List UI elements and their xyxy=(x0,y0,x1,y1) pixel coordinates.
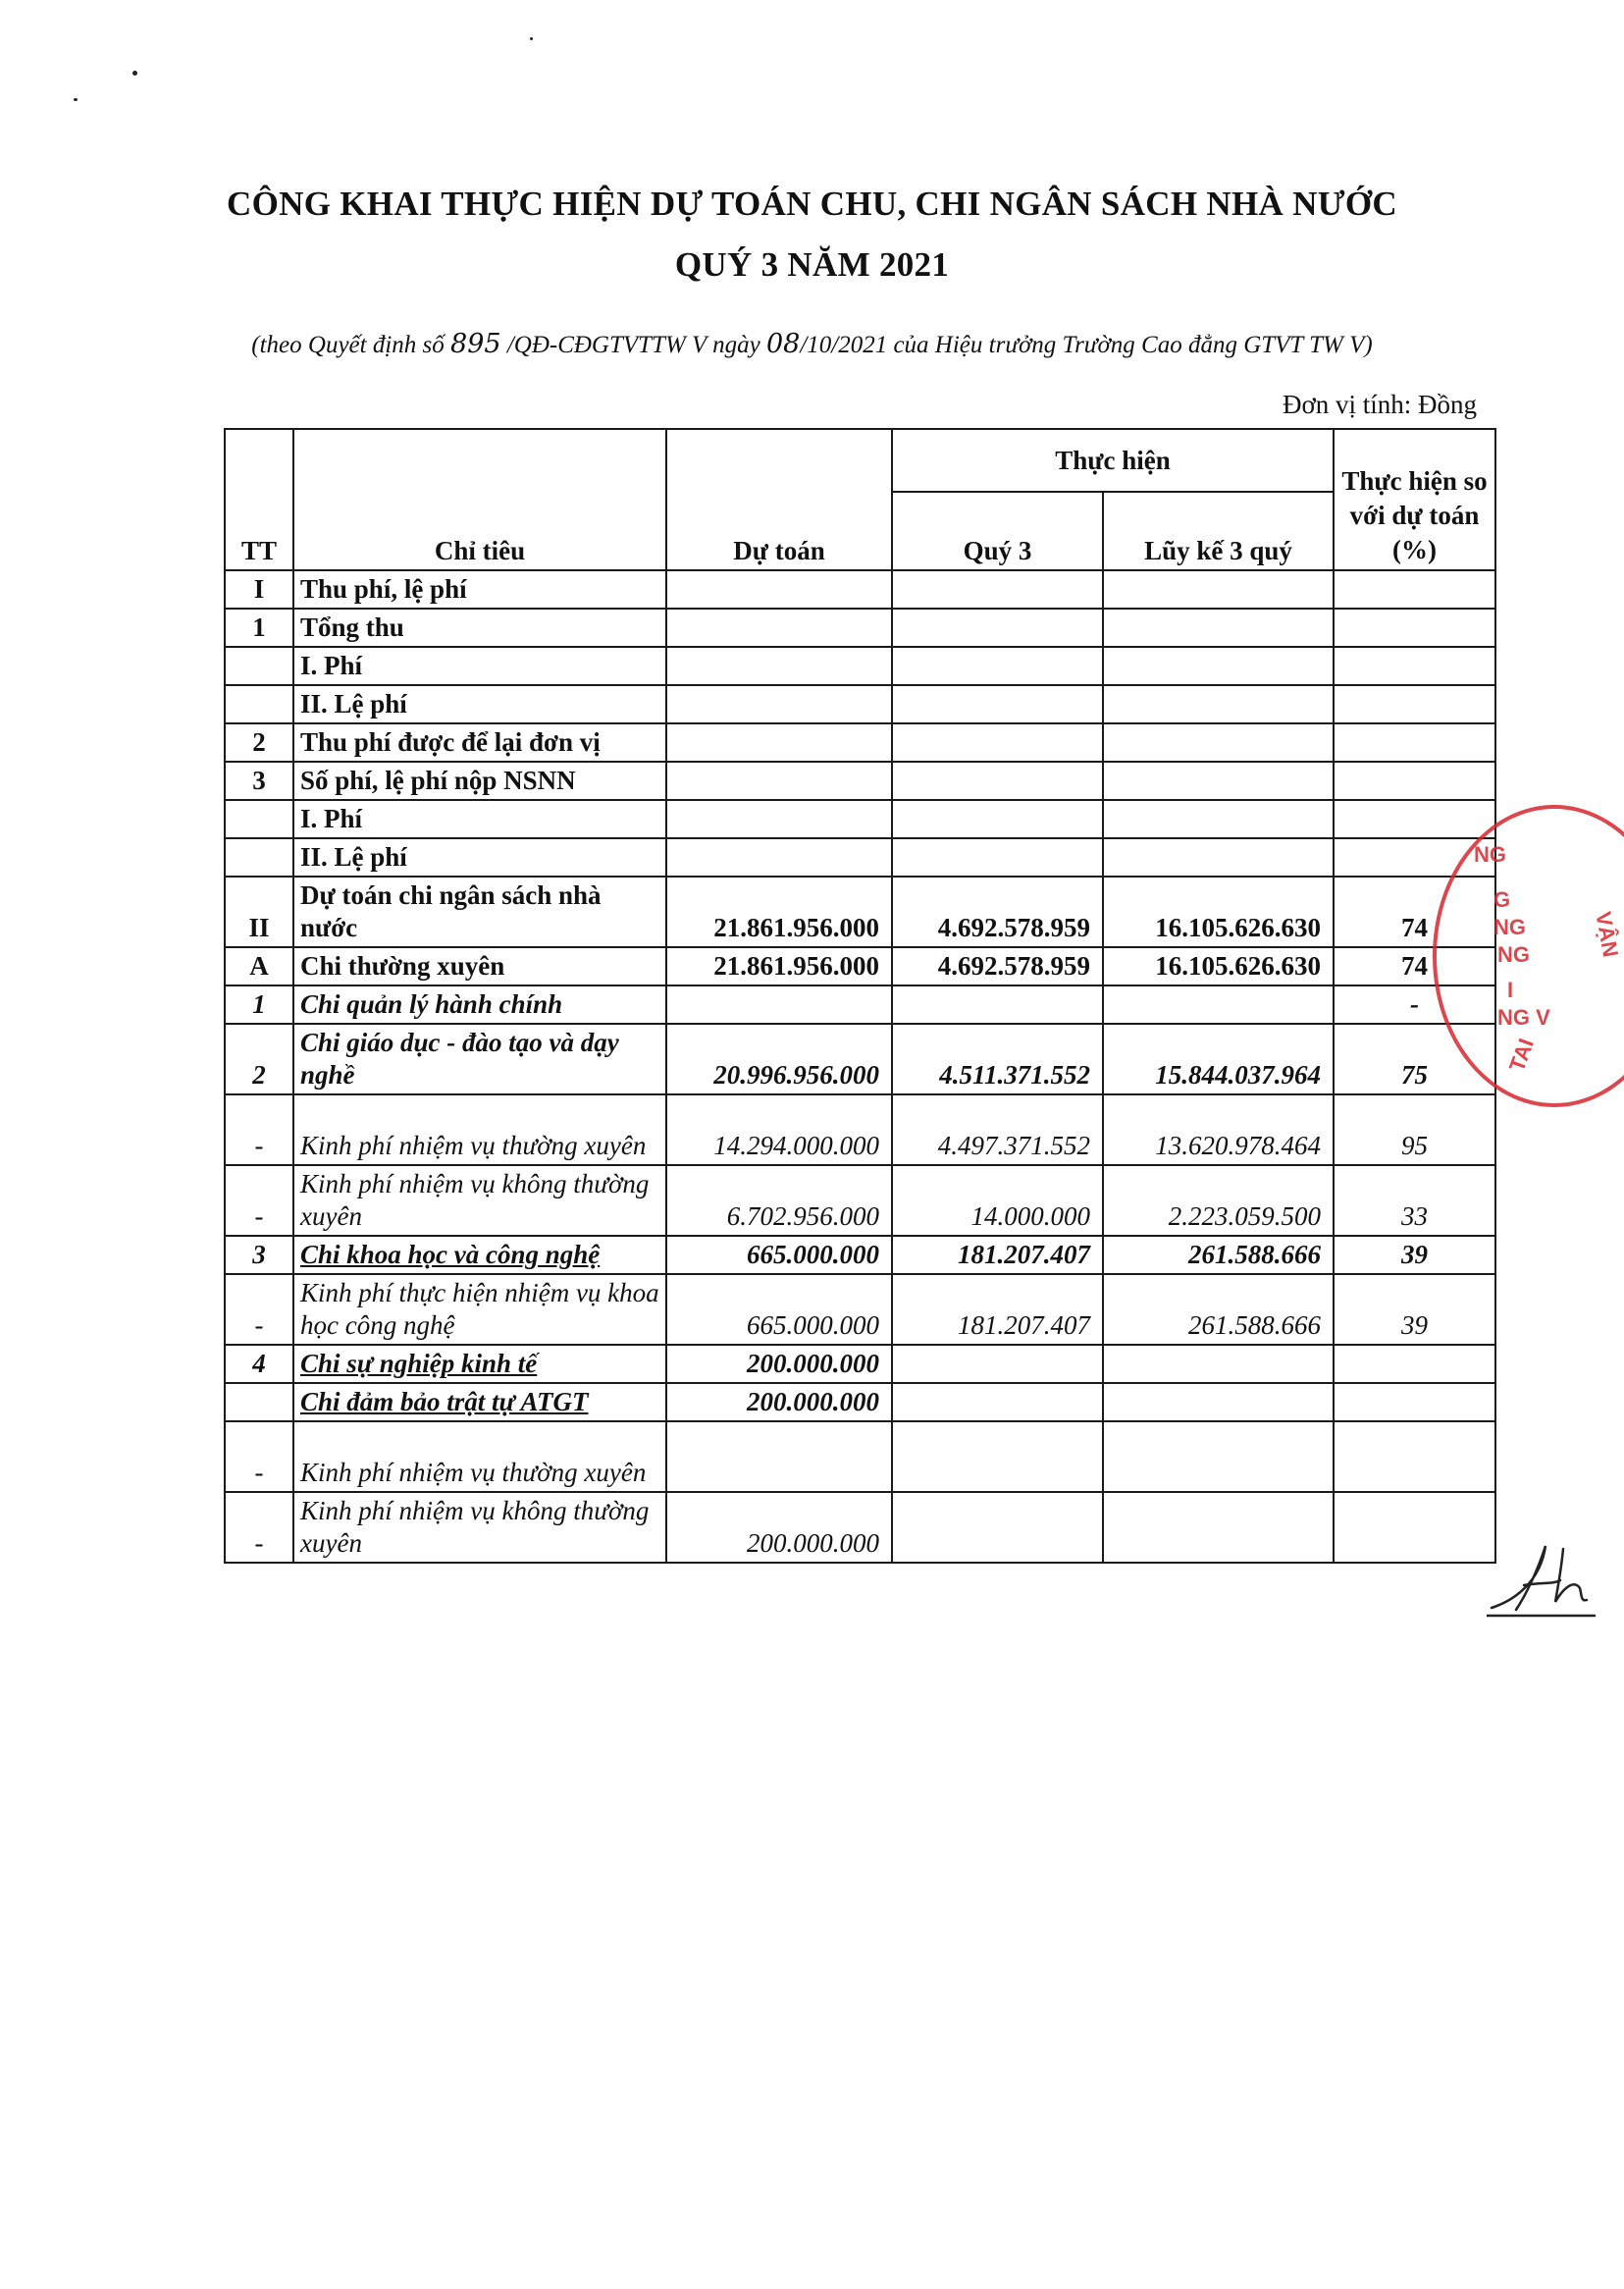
row-pct-cell xyxy=(1334,1383,1495,1421)
row-ytd-cell: 13.620.978.464 xyxy=(1103,1094,1334,1165)
row-estimate-cell xyxy=(666,609,892,647)
table-row xyxy=(225,985,1495,1024)
row-tt-cell xyxy=(225,685,293,723)
row-ytd-cell: 15.844.037.964 xyxy=(1103,1024,1334,1094)
budget-table xyxy=(224,428,1496,1564)
currency-unit: Đơn vị tính: Đồng xyxy=(1282,390,1477,419)
table-row xyxy=(225,723,1495,762)
row-tt-cell: - xyxy=(225,1421,293,1492)
row-q3-cell xyxy=(892,685,1103,723)
row-pct-cell: 95 xyxy=(1334,1094,1495,1165)
row-q3-cell: 4.692.578.959 xyxy=(892,877,1103,947)
header-tt: TT xyxy=(225,429,293,570)
row-estimate-cell xyxy=(666,838,892,877)
table-row xyxy=(225,877,1495,947)
stamp-text: VẬN xyxy=(1591,909,1624,959)
row-tt-cell: 2 xyxy=(225,723,293,762)
subtitle-mid: /QĐ-CĐGTVTTW V ngày xyxy=(500,332,766,358)
row-ytd-cell xyxy=(1103,985,1334,1024)
row-tt-cell: - xyxy=(225,1094,293,1165)
row-estimate-cell xyxy=(666,1421,892,1492)
row-item-cell: Thu phí, lệ phí xyxy=(293,570,666,609)
row-q3-cell xyxy=(892,838,1103,877)
row-q3-cell xyxy=(892,1492,1103,1563)
row-ytd-cell: 16.105.626.630 xyxy=(1103,877,1334,947)
table-row xyxy=(225,1165,1495,1236)
row-tt-cell: 3 xyxy=(225,1236,293,1274)
table-row xyxy=(225,647,1495,685)
row-ytd-cell xyxy=(1103,723,1334,762)
row-pct-cell: 39 xyxy=(1334,1274,1495,1345)
row-tt-cell: 3 xyxy=(225,762,293,800)
row-estimate-cell xyxy=(666,647,892,685)
row-estimate-cell xyxy=(666,762,892,800)
row-estimate-cell xyxy=(666,985,892,1024)
row-item-cell: Thu phí được để lại đơn vị xyxy=(293,723,666,762)
row-item-cell: Tổng thu xyxy=(293,609,666,647)
stamp-text: NG xyxy=(1493,915,1526,939)
row-q3-cell: 14.000.000 xyxy=(892,1165,1103,1236)
subtitle-prefix: (theo Quyết định số xyxy=(251,332,451,358)
row-pct-cell xyxy=(1334,800,1495,838)
row-pct-cell xyxy=(1334,609,1495,647)
row-ytd-cell xyxy=(1103,570,1334,609)
row-estimate-cell: 200.000.000 xyxy=(666,1492,892,1563)
row-estimate-cell: 6.702.956.000 xyxy=(666,1165,892,1236)
table-row xyxy=(225,1383,1495,1421)
stamp-text: NG xyxy=(1497,942,1530,967)
row-pct-cell xyxy=(1334,685,1495,723)
row-tt-cell: 4 xyxy=(225,1345,293,1383)
signature xyxy=(1487,1541,1604,1620)
row-tt-cell: - xyxy=(225,1165,293,1236)
scan-speck xyxy=(530,37,533,40)
scan-speck xyxy=(132,71,137,76)
row-item-cell: II. Lệ phí xyxy=(293,685,666,723)
header-pct: Thực hiện so với dự toán (%) xyxy=(1334,429,1495,570)
row-tt-cell xyxy=(225,647,293,685)
row-ytd-cell xyxy=(1103,1421,1334,1492)
row-pct-cell xyxy=(1334,1421,1495,1492)
row-tt-cell xyxy=(225,838,293,877)
row-q3-cell xyxy=(892,647,1103,685)
row-ytd-cell xyxy=(1103,838,1334,877)
header-ytd: Lũy kế 3 quý xyxy=(1103,492,1334,570)
stamp-text: I xyxy=(1507,978,1514,1002)
row-item-cell: Chi giáo dục - đào tạo và dạy nghề xyxy=(293,1024,666,1094)
row-q3-cell: 181.207.407 xyxy=(892,1274,1103,1345)
row-estimate-cell: 14.294.000.000 xyxy=(666,1094,892,1165)
row-estimate-cell: 665.000.000 xyxy=(666,1236,892,1274)
table-row xyxy=(225,1421,1495,1492)
row-tt-cell xyxy=(225,1383,293,1421)
decision-number-handwritten: 895 xyxy=(450,329,501,359)
table-row xyxy=(225,762,1495,800)
row-pct-cell: 74 xyxy=(1334,877,1495,947)
row-pct-cell xyxy=(1334,647,1495,685)
row-tt-cell: 1 xyxy=(225,985,293,1024)
document-title: CÔNG KHAI THỰC HIỆN DỰ TOÁN CHU, CHI NGÂN SÁCH NHÀ NƯỚC xyxy=(227,185,1397,223)
stamp-text: NG V xyxy=(1497,1005,1550,1030)
scan-speck xyxy=(74,98,78,101)
table-row xyxy=(225,1492,1495,1563)
row-item-cell: Chi thường xuyên xyxy=(293,947,666,985)
table-row xyxy=(225,570,1495,609)
row-q3-cell xyxy=(892,570,1103,609)
row-q3-cell xyxy=(892,1383,1103,1421)
header-q3: Quý 3 xyxy=(892,492,1103,570)
table-row xyxy=(225,1274,1495,1345)
table-row xyxy=(225,609,1495,647)
row-item-cell: II. Lệ phí xyxy=(293,838,666,877)
row-q3-cell: 4.511.371.552 xyxy=(892,1024,1103,1094)
row-item-cell: Kinh phí thực hiện nhiệm vụ khoa học công nghệ xyxy=(293,1274,666,1345)
document-title-period: QUÝ 3 NĂM 2021 xyxy=(674,245,950,284)
row-estimate-cell: 21.861.956.000 xyxy=(666,947,892,985)
row-pct-cell xyxy=(1334,1345,1495,1383)
row-item-cell: Chi quản lý hành chính xyxy=(293,985,666,1024)
row-estimate-cell xyxy=(666,570,892,609)
table-row xyxy=(225,800,1495,838)
row-item-cell: Chi đảm bảo trật tự ATGT xyxy=(293,1383,666,1421)
row-q3-cell xyxy=(892,1345,1103,1383)
header-estimate: Dự toán xyxy=(666,429,892,570)
row-ytd-cell xyxy=(1103,762,1334,800)
row-tt-cell: 1 xyxy=(225,609,293,647)
row-pct-cell xyxy=(1334,762,1495,800)
row-item-cell: Kinh phí nhiệm vụ thường xuyên xyxy=(293,1421,666,1492)
table-row xyxy=(225,1024,1495,1094)
row-tt-cell: II xyxy=(225,877,293,947)
row-item-cell: Chi khoa học và công nghệ xyxy=(293,1236,666,1274)
row-q3-cell xyxy=(892,1421,1103,1492)
row-pct-cell xyxy=(1334,723,1495,762)
row-ytd-cell: 261.588.666 xyxy=(1103,1236,1334,1274)
row-q3-cell xyxy=(892,762,1103,800)
row-q3-cell: 181.207.407 xyxy=(892,1236,1103,1274)
row-tt-cell: A xyxy=(225,947,293,985)
row-pct-cell xyxy=(1334,1492,1495,1563)
row-q3-cell xyxy=(892,609,1103,647)
row-ytd-cell: 261.588.666 xyxy=(1103,1274,1334,1345)
row-pct-cell xyxy=(1334,570,1495,609)
row-q3-cell: 4.497.371.552 xyxy=(892,1094,1103,1165)
row-item-cell: I. Phí xyxy=(293,800,666,838)
row-tt-cell: I xyxy=(225,570,293,609)
table-row xyxy=(225,685,1495,723)
header-item: Chỉ tiêu xyxy=(293,429,666,570)
table-row xyxy=(225,947,1495,985)
row-item-cell: Số phí, lệ phí nộp NSNN xyxy=(293,762,666,800)
row-ytd-cell xyxy=(1103,800,1334,838)
stamp-text: NG xyxy=(1474,842,1506,867)
row-ytd-cell xyxy=(1103,609,1334,647)
row-q3-cell: 4.692.578.959 xyxy=(892,947,1103,985)
row-item-cell: Dự toán chi ngân sách nhà nước xyxy=(293,877,666,947)
row-item-cell: Kinh phí nhiệm vụ không thường xuyên xyxy=(293,1165,666,1236)
row-q3-cell xyxy=(892,723,1103,762)
table-row xyxy=(225,838,1495,877)
decision-reference xyxy=(0,329,1624,359)
row-tt-cell: - xyxy=(225,1274,293,1345)
row-item-cell: Kinh phí nhiệm vụ thường xuyên xyxy=(293,1094,666,1165)
row-ytd-cell xyxy=(1103,1345,1334,1383)
row-item-cell: Chi sự nghiệp kinh tế xyxy=(293,1345,666,1383)
stamp-text: TAI xyxy=(1503,1035,1539,1075)
row-ytd-cell xyxy=(1103,685,1334,723)
row-q3-cell xyxy=(892,800,1103,838)
row-ytd-cell: 16.105.626.630 xyxy=(1103,947,1334,985)
row-pct-cell: 74 xyxy=(1334,947,1495,985)
header-actual-group: Thực hiện xyxy=(892,429,1334,492)
row-ytd-cell xyxy=(1103,647,1334,685)
row-tt-cell: - xyxy=(225,1492,293,1563)
row-ytd-cell: 2.223.059.500 xyxy=(1103,1165,1334,1236)
table-row xyxy=(225,1094,1495,1165)
table-row xyxy=(225,1236,1495,1274)
row-pct-cell: 39 xyxy=(1334,1236,1495,1274)
row-item-cell: Kinh phí nhiệm vụ không thường xuyên xyxy=(293,1492,666,1563)
row-ytd-cell xyxy=(1103,1492,1334,1563)
row-estimate-cell xyxy=(666,685,892,723)
stamp-text: G xyxy=(1493,887,1511,912)
row-ytd-cell xyxy=(1103,1383,1334,1421)
header-row xyxy=(225,429,1495,492)
row-estimate-cell: 665.000.000 xyxy=(666,1274,892,1345)
row-estimate-cell: 200.000.000 xyxy=(666,1345,892,1383)
row-estimate-cell: 21.861.956.000 xyxy=(666,877,892,947)
row-estimate-cell xyxy=(666,800,892,838)
row-q3-cell xyxy=(892,985,1103,1024)
row-estimate-cell: 200.000.000 xyxy=(666,1383,892,1421)
row-estimate-cell xyxy=(666,723,892,762)
row-tt-cell xyxy=(225,800,293,838)
row-pct-cell: - xyxy=(1334,985,1495,1024)
row-item-cell: I. Phí xyxy=(293,647,666,685)
row-tt-cell: 2 xyxy=(225,1024,293,1094)
decision-day-handwritten: 08 xyxy=(765,329,801,359)
table-row xyxy=(225,1345,1495,1383)
row-estimate-cell: 20.996.956.000 xyxy=(666,1024,892,1094)
row-pct-cell: 33 xyxy=(1334,1165,1495,1236)
subtitle-suffix: /10/2021 của Hiệu trưởng Trường Cao đẳng GTVT TW V) xyxy=(800,332,1373,358)
row-pct-cell: 75 xyxy=(1334,1024,1495,1094)
